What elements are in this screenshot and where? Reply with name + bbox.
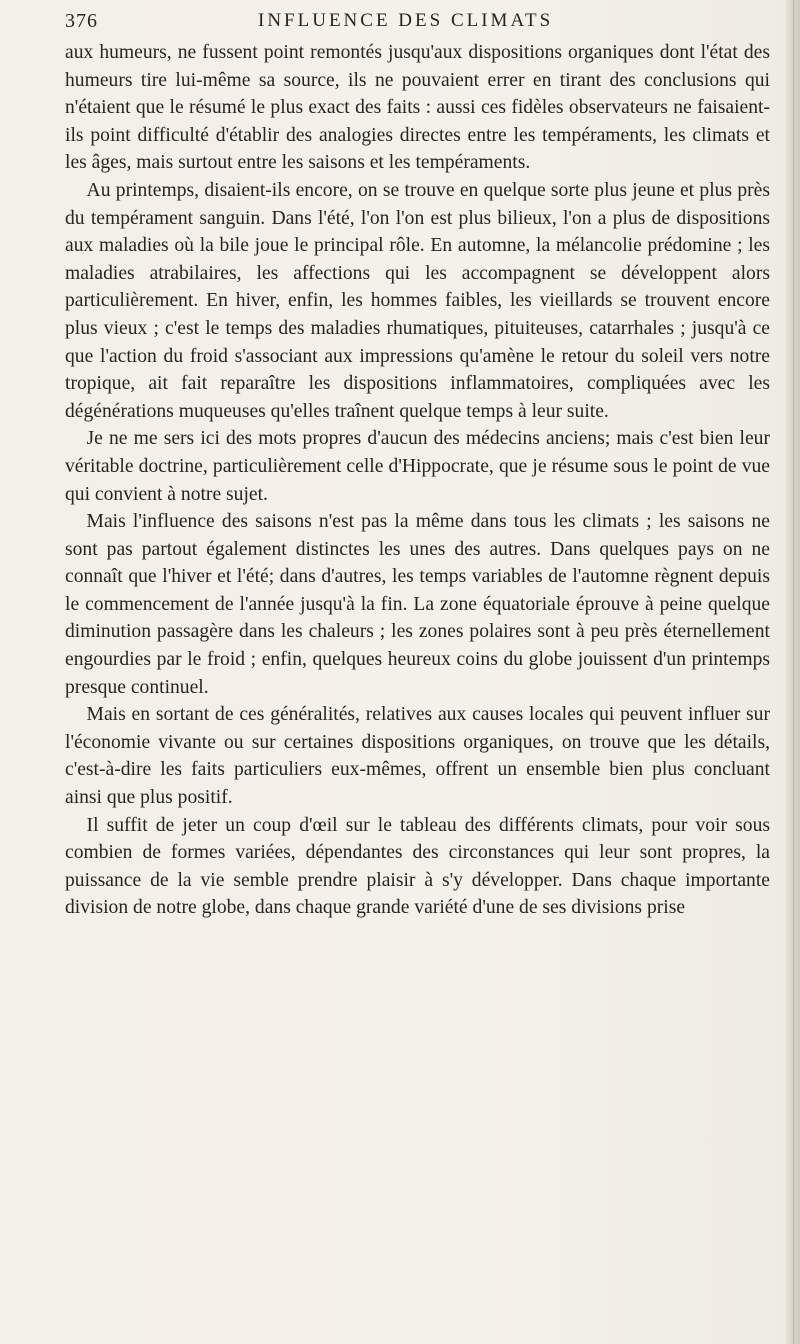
running-title: INFLUENCE DES CLIMATS <box>258 10 554 31</box>
paragraph-4: Mais l'influence des saisons n'est pas la même dans tous les climats ; les saisons ne sont pas partout également distinctes les unes des autres. Dans quelques pays on ne connaît que l'hiver et l'été; dans d'autres, les temps variables de l'automne règnent depuis le commencement de l'année jusqu'à la fin. La zone équatoriale éprouve à peine quelque diminution passagère dans les chaleurs ; les zones polaires sont à peu près éternellement engourdies par le froid ; enfin, quelques heureux coins du globe jouissent d'un printemps presque continuel. <box>65 511 770 698</box>
page-edge-line <box>793 0 794 1344</box>
page-header <box>65 10 770 38</box>
paragraph-1: aux humeurs, ne fussent point remontés jusqu'aux dispositions organiques dont l'état des humeurs tire lui-même sa source, ils ne pouvaient errer en tirant des conclusions qui n'étaient que le résumé le plus exact des faits : aussi ces fidèles observateurs ne faisaient-ils point difficulté d'établir des analogies directes entre les tempéraments, les climats et les âges, mais surtout entre les saisons et les tempéraments. <box>65 42 770 174</box>
paragraph-2: Au printemps, disaient-ils encore, on se trouve en quelque sorte plus jeune et plus près du tempérament sanguin. Dans l'été, l'on l'on est plus bilieux, l'on a plus de dispositions aux maladies où la bile joue le principal rôle. En automne, la mélancolie prédomine ; les maladies atrabilaires, les affections qui les accompagnent se développent alors particulièrement. En hiver, enfin, les hommes faibles, les vieillards se trouvent encore plus vieux ; c'est le temps des maladies rhumatiques, pituiteuses, catarrhales ; jusqu'à ce que l'action du froid s'associant aux impressions qu'amène le retour du soleil vers notre tropique, ait fait reparaître les dispositions inflammatoires, compliquées avec les dégénérations muqueuses qu'elles traînent quelque temps à leur suite. <box>65 179 770 422</box>
paragraph-3: Je ne me sers ici des mots propres d'aucun des médecins anciens; mais c'est bien leur véritable doctrine, particulièrement celle d'Hippocrate, que je résume sous le point de vue qui convient à notre sujet. <box>65 428 770 505</box>
body-text <box>65 39 770 922</box>
paragraph-6: Il suffit de jeter un coup d'œil sur le tableau des différents climats, pour voir sous combien de formes variées, dépendantes des circonstances qui leur sont propres, la puissance de la vie semble prendre plaisir à s'y développer. Dans chaque importante division de notre globe, dans chaque grande variété d'une de ses divisions prise <box>65 814 770 919</box>
page-number: 376 <box>65 10 98 32</box>
paragraph-5: Mais en sortant de ces généralités, relatives aux causes locales qui peuvent influer sur l'économie vivante ou sur certaines dispositions organiques, on trouve que les détails, c'est-à-dire les faits particuliers eux-mêmes, offrent un ensemble bien plus concluant ainsi que plus positif. <box>65 704 770 809</box>
